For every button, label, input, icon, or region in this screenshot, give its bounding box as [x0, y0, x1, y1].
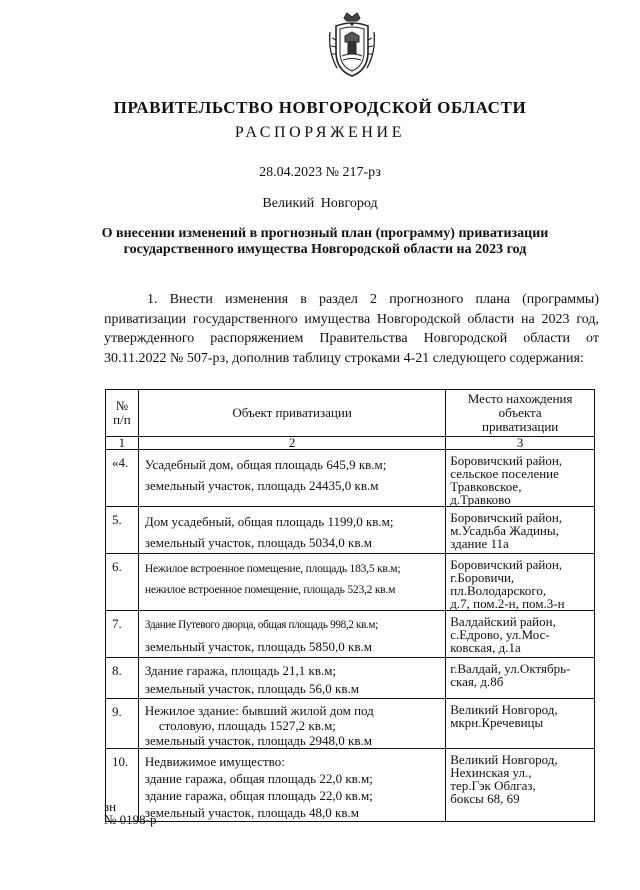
index-cell: 3 — [446, 437, 595, 450]
row-number: 7. — [106, 611, 139, 658]
header-object: Объект приватизации — [138, 390, 445, 437]
row-object: Здание Путевого дворца, общая площадь 998,2 кв.м; земельный участок, площадь 5850,0 кв.м — [138, 611, 445, 658]
row-object: Здание гаража, площадь 21,1 кв.м; земельный участок, площадь 56,0 кв.м — [138, 658, 445, 699]
table-row — [106, 507, 595, 554]
document-footer — [104, 800, 156, 826]
privatization-table — [105, 389, 595, 822]
row-location: Валдайский район, с.Едрово, ул.Мос- ковская, д.1а — [446, 611, 595, 658]
table-row — [106, 749, 595, 822]
document-date-number: 28.04.2023 № 217-рз — [259, 165, 381, 180]
footer-code: № 0198-р — [104, 812, 157, 827]
table-row — [106, 554, 595, 611]
footer-initials: зн — [104, 799, 117, 814]
row-location: Великий Новгород, мкрн.Кречевицы — [446, 699, 595, 749]
row-location: Боровичский район, г.Боровичи, пл.Володарского, д.7, пом.2-н, пом.3-н — [446, 554, 595, 611]
heading-line-1: О внесении изменений в прогнозный план (программу) приватизации — [101, 226, 549, 241]
row-location: г.Валдай, ул.Октябрь- ская, д.8б — [446, 658, 595, 699]
header-location: Место нахождения объекта приватизации — [446, 390, 595, 437]
document-city: Великий Новгород — [262, 196, 378, 211]
row-location: Боровичский район, м.Усадьба Жадины, здание 11а — [446, 507, 595, 554]
index-cell: 2 — [138, 437, 445, 450]
document-heading — [80, 226, 570, 258]
row-object: Недвижимое имущество: здание гаража, общая площадь 22,0 кв.м; здание гаража, общая площадь 22,0 кв.м; земельный участок, площадь 48,0 кв.м — [138, 749, 445, 822]
row-location: Боровичский район, сельское поселение Травковское, д.Травково — [446, 450, 595, 507]
row-object: Дом усадебный, общая площадь 1199,0 кв.м; земельный участок, площадь 5034,0 кв.м — [138, 507, 445, 554]
heading-line-2: государственного имущества Новгородской области на 2023 год — [123, 242, 527, 257]
table-index-row — [106, 437, 595, 450]
row-number: 9. — [106, 699, 139, 749]
table-header-row — [106, 390, 595, 437]
row-object: Нежилое здание: бывший жилой дом под столовую, площадь 1527,2 кв.м; земельный участок, площадь 2948,0 кв.м — [138, 699, 445, 749]
row-number: 5. — [106, 507, 139, 554]
government-title: ПРАВИТЕЛЬСТВО НОВГОРОДСКОЙ ОБЛАСТИ — [113, 98, 527, 117]
table-row — [106, 450, 595, 507]
table-row — [106, 611, 595, 658]
row-number: 10. — [106, 749, 139, 822]
coat-of-arms-emblem — [327, 12, 377, 80]
row-object: Усадебный дом, общая площадь 645,9 кв.м; земельный участок, площадь 24435,0 кв.м — [138, 450, 445, 507]
row-number: «4. — [106, 450, 139, 507]
header-number: № п/п — [106, 390, 139, 437]
index-cell: 1 — [106, 437, 139, 450]
body-paragraph: 1. Внести изменения в раздел 2 прогнозного плана (программы) приватизации государственного имущества Новгородской области на 2023 год, утвержденного распоряжением Правительства Новгородской области от 30.11.2022 № 507-рз, дополнив таблицу строками 4-21 следующего содержания: — [104, 292, 599, 366]
row-number: 6. — [106, 554, 139, 611]
document-type: РАСПОРЯЖЕНИЕ — [234, 124, 406, 141]
table-row — [106, 658, 595, 699]
row-object: Нежилое встроенное помещение, площадь 183,5 кв.м; нежилое встроенное помещение, площадь 523,2 кв.м — [138, 554, 445, 611]
row-location: Великий Новгород, Нехинская ул., тер.Гэк Облгаз, боксы 68, 69 — [446, 749, 595, 822]
row-number: 8. — [106, 658, 139, 699]
table-row — [106, 699, 595, 749]
